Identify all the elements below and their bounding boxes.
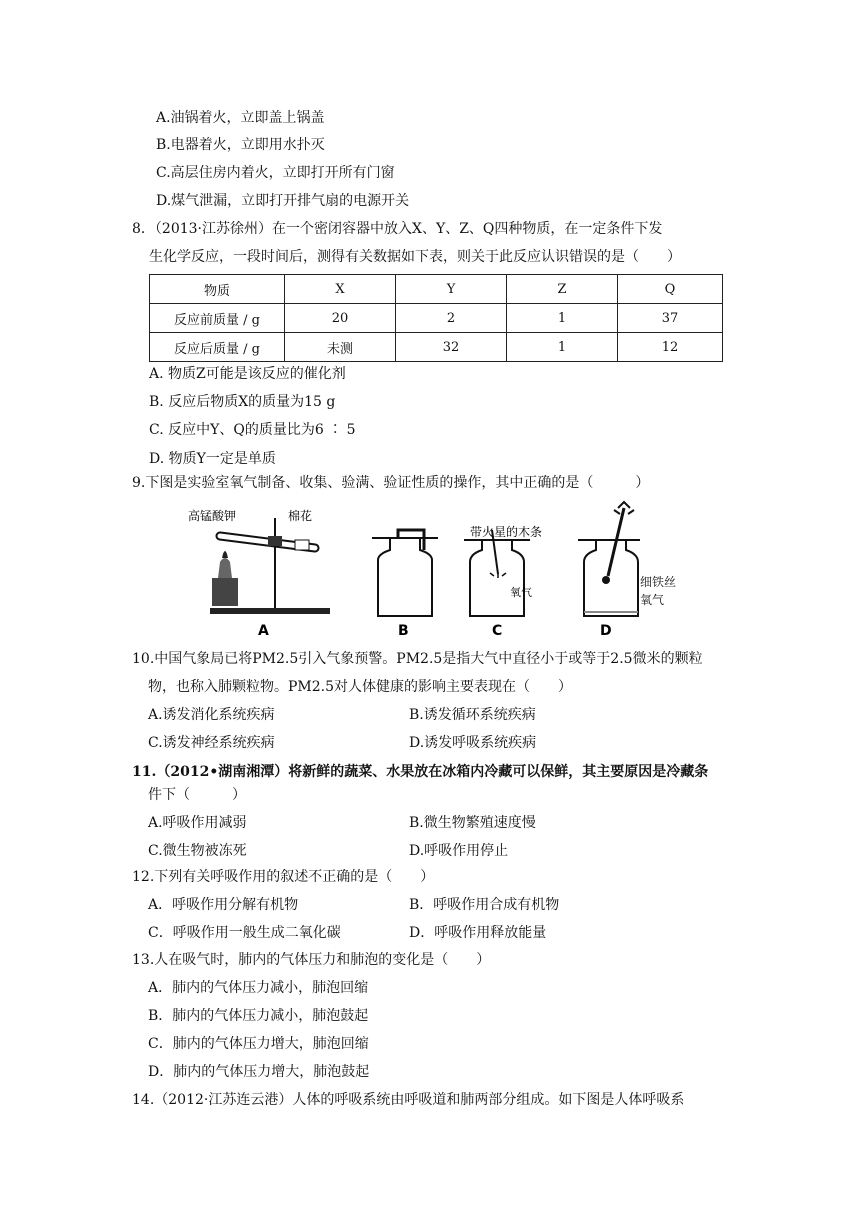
q13-option-b: B．肺内的气体压力减小，肺泡鼓起 xyxy=(148,1008,369,1024)
q8-option-a: A. 物质Z可能是该反应的催化剂 xyxy=(149,366,346,382)
panel-a-heating-apparatus xyxy=(188,508,330,639)
q12-option-d: D．呼吸作用释放能量 xyxy=(409,925,547,941)
q13-option-c: C．肺内的气体压力增大，肺泡回缩 xyxy=(148,1036,369,1052)
label-iron-wire: 细铁丝 xyxy=(640,575,677,589)
spark-icon xyxy=(490,573,506,578)
table-header-cell: 物质 xyxy=(150,275,285,304)
table-row xyxy=(150,333,723,362)
q7-option-b: B.电器着火，立即用水扑灭 xyxy=(156,137,325,153)
table-cell: 反应后质量 / g xyxy=(150,333,285,362)
flame-icon xyxy=(222,551,228,558)
label-oxygen-c: 氧气 xyxy=(510,586,532,599)
q13-option-a: A．肺内的气体压力减小，肺泡回缩 xyxy=(148,980,369,996)
q12-option-a: A．呼吸作用分解有机物 xyxy=(148,897,299,913)
q13-stem: 13.人在吸气时，肺内的气体压力和肺泡的变化是（ ） xyxy=(132,952,491,968)
gas-bottle-icon xyxy=(470,540,524,616)
cotton-plug xyxy=(295,540,309,550)
oxygen-experiment-figure xyxy=(180,500,640,640)
q7-option-a: A.油锅着火，立即盖上锅盖 xyxy=(156,110,325,126)
burner-block xyxy=(212,578,238,606)
table-header-row xyxy=(150,275,723,304)
panel-d-iron-wire xyxy=(578,502,640,639)
q10-stem-line1: 10.中国气象局已将PM2.5引入气象预警。PM2.5是指大气中直径小于或等于2.5微米的颗粒 xyxy=(132,651,703,667)
table-row xyxy=(150,304,723,333)
mass-data-table xyxy=(149,274,723,362)
table-cell: 1 xyxy=(507,333,618,362)
panel-c-splint-test xyxy=(464,524,542,639)
q11-option-a: A.呼吸作用减弱 xyxy=(148,815,247,831)
q8-stem-line1: 8．（2013·江苏徐州）在一个密闭容器中放入X、Y、Z、Q四种物质，在一定条件下发 xyxy=(132,221,663,237)
panel-b-collection-bottle xyxy=(372,530,438,639)
panel-letter-a: A xyxy=(258,623,269,639)
burning-wire-icon xyxy=(602,576,610,584)
q14-stem-line1: 14.（2012·江苏连云港）人体的呼吸系统由呼吸道和肺两部分组成。如下图是人体呼吸系 xyxy=(132,1092,685,1108)
table-header-cell: Z xyxy=(507,275,618,304)
table-cell: 37 xyxy=(618,304,723,333)
table-header-cell: X xyxy=(285,275,396,304)
q10-stem-line2: 物，也称入肺颗粒物。PM2.5对人体健康的影响主要表现在（ ） xyxy=(148,679,573,695)
q11-stem-line2: 件下（ ） xyxy=(148,787,246,803)
tongs-icon xyxy=(608,508,624,576)
label-glowing-splint: 带火星的木条 xyxy=(470,525,543,539)
stand-base xyxy=(210,608,330,614)
q8-option-b: B. 反应后物质X的质量为15 g xyxy=(149,394,336,410)
q8-option-c: C. 反应中Y、Q的质量比为6 ∶ 5 xyxy=(149,422,356,438)
clamp-icon xyxy=(268,536,282,546)
q10-option-b: B.诱发循环系统疾病 xyxy=(409,707,536,723)
table-cell: 32 xyxy=(396,333,507,362)
table-cell: 反应前质量 / g xyxy=(150,304,285,333)
label-kmno4: 高锰酸钾 xyxy=(188,509,237,523)
label-oxygen-d: 氧气 xyxy=(640,593,665,607)
q10-option-d: D.诱发呼吸系统疾病 xyxy=(409,735,537,751)
q7-option-c: C.高层住房内着火，立即打开所有门窗 xyxy=(156,165,395,181)
q12-stem: 12.下列有关呼吸作用的叙述不正确的是（ ） xyxy=(132,869,435,885)
panel-letter-d: D xyxy=(600,623,612,639)
table-cell: 2 xyxy=(396,304,507,333)
q11-option-c: C.微生物被冻死 xyxy=(148,843,247,859)
q12-option-b: B．呼吸作用合成有机物 xyxy=(409,897,560,913)
table-cell: 12 xyxy=(618,333,723,362)
table-cell: 20 xyxy=(285,304,396,333)
q13-option-d: D．肺内的气体压力增大，肺泡鼓起 xyxy=(148,1064,370,1080)
table-header-cell: Q xyxy=(618,275,723,304)
table-cell: 未测 xyxy=(285,333,396,362)
panel-letter-c: C xyxy=(492,623,503,639)
q7-option-d: D.煤气泄漏，立即打开排气扇的电源开关 xyxy=(156,193,410,209)
q8-stem-line2: 生化学反应，一段时间后，测得有关数据如下表，则关于此反应认识错误的是（ ） xyxy=(149,249,681,265)
panel-letter-b: B xyxy=(398,623,409,639)
alcohol-lamp-icon xyxy=(218,558,232,578)
q9-stem: 9.下图是实验室氧气制备、收集、验满、验证性质的操作，其中正确的是（ ） xyxy=(132,475,650,491)
q11-option-d: D.呼吸作用停止 xyxy=(409,843,509,859)
label-cotton: 棉花 xyxy=(288,509,313,523)
gas-bottle-icon xyxy=(584,540,638,616)
q11-option-b: B.微生物繁殖速度慢 xyxy=(409,815,536,831)
table-header-cell: Y xyxy=(396,275,507,304)
q11-stem-line1: 11.（2012•湖南湘潭）将新鲜的蔬菜、水果放在冰箱内冷藏可以保鲜，其主要原因是冷藏条 xyxy=(132,764,709,780)
table-cell: 1 xyxy=(507,304,618,333)
q8-option-d: D. 物质Y一定是单质 xyxy=(149,451,276,467)
q10-option-a: A.诱发消化系统疾病 xyxy=(148,707,275,723)
q10-option-c: C.诱发神经系统疾病 xyxy=(148,735,275,751)
q12-option-c: C．呼吸作用一般生成二氧化碳 xyxy=(148,925,341,941)
